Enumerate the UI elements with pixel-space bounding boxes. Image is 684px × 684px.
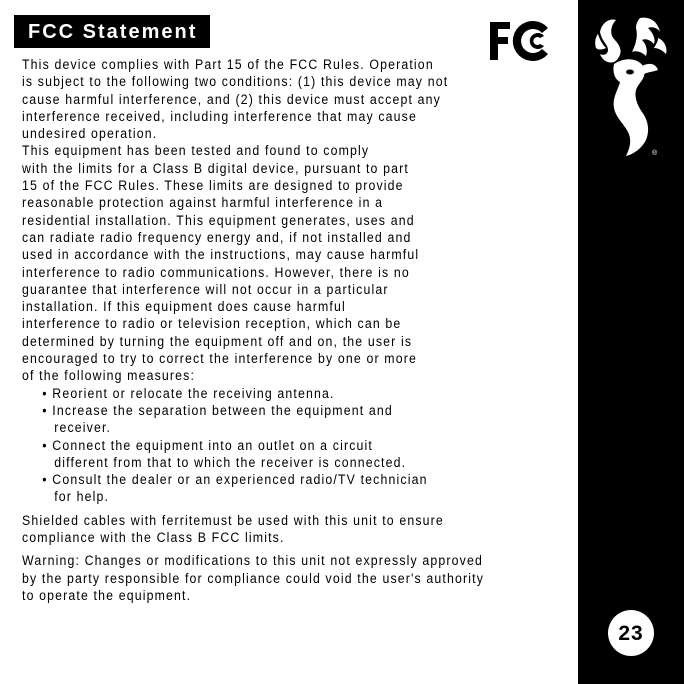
text-line: Shielded cables with ferritemust be used with this unit to ensure [22,512,444,528]
text-line: of the following measures: [22,368,196,384]
section-header [14,15,210,48]
text-line: guarantee that interference will not occur in a particular [22,281,389,297]
text-line: interference to radio communications. However, there is no [22,264,410,280]
page-number-badge [608,610,654,656]
text-line: is subject to the following two conditions: (1) this device may not [22,74,449,90]
list-item: • Connect the equipment into an outlet on a circuit [42,437,373,453]
text-line: reasonable protection against harmful interference in a [22,195,384,211]
text-line: 15 of the FCC Rules. These limits are designed to provide [22,178,404,194]
text-line: to operate the equipment. [22,587,192,603]
text-line: determined by turning the equipment off and on, the user is [22,333,413,349]
paragraph-shielded-cables [22,512,526,547]
paragraph-warning [22,552,526,604]
text-line: This equipment has been tested and found to comply [22,143,370,159]
registered-mark-icon: ® [652,150,658,157]
text-line: This device complies with Part 15 of the FCC Rules. Operation [22,57,434,72]
measures-list [22,385,526,506]
text-line: installation. If this equipment does cause harmful [22,299,346,315]
side-panel [578,0,684,684]
text-line: Warning: Changes or modifications to this unit not expressly approved [22,553,484,569]
page-number: 23 [618,621,644,645]
text-line: by the party responsible for compliance could void the user's authority [22,570,485,586]
text-line: cause harmful interference, and (2) this device must accept any [22,91,441,107]
paragraph-compliance [22,56,526,142]
buck-mark-logo-icon [592,14,670,164]
paragraph-class-b [22,142,526,384]
list-item-continuation: receiver. [54,420,112,436]
list-item-continuation: different from that to which the receiver is connected. [54,454,407,470]
list-item: • Increase the separation between the equipment and [42,402,393,418]
text-line: with the limits for a Class B digital device, pursuant to part [22,160,409,176]
text-line: undesired operation. [22,126,158,142]
text-line: compliance with the Class B FCC limits. [22,530,285,546]
text-line: interference received, including interference that may cause [22,108,417,124]
text-line: interference to radio or television reception, which can be [22,316,402,332]
text-line: used in accordance with the instructions, may cause harmful [22,247,420,263]
list-item: • Consult the dealer or an experienced radio/TV technician [42,472,428,488]
list-item-continuation: for help. [54,489,110,505]
text-line: residential installation. This equipment generates, uses and [22,212,415,228]
text-line: can radiate radio frequency energy and, if not installed and [22,229,412,245]
page-title: FCC Statement [28,21,198,43]
list-item: • Reorient or relocate the receiving antenna. [42,385,335,401]
text-line: encouraged to try to correct the interference by one or more [22,351,417,367]
fcc-statement-body [22,56,526,604]
